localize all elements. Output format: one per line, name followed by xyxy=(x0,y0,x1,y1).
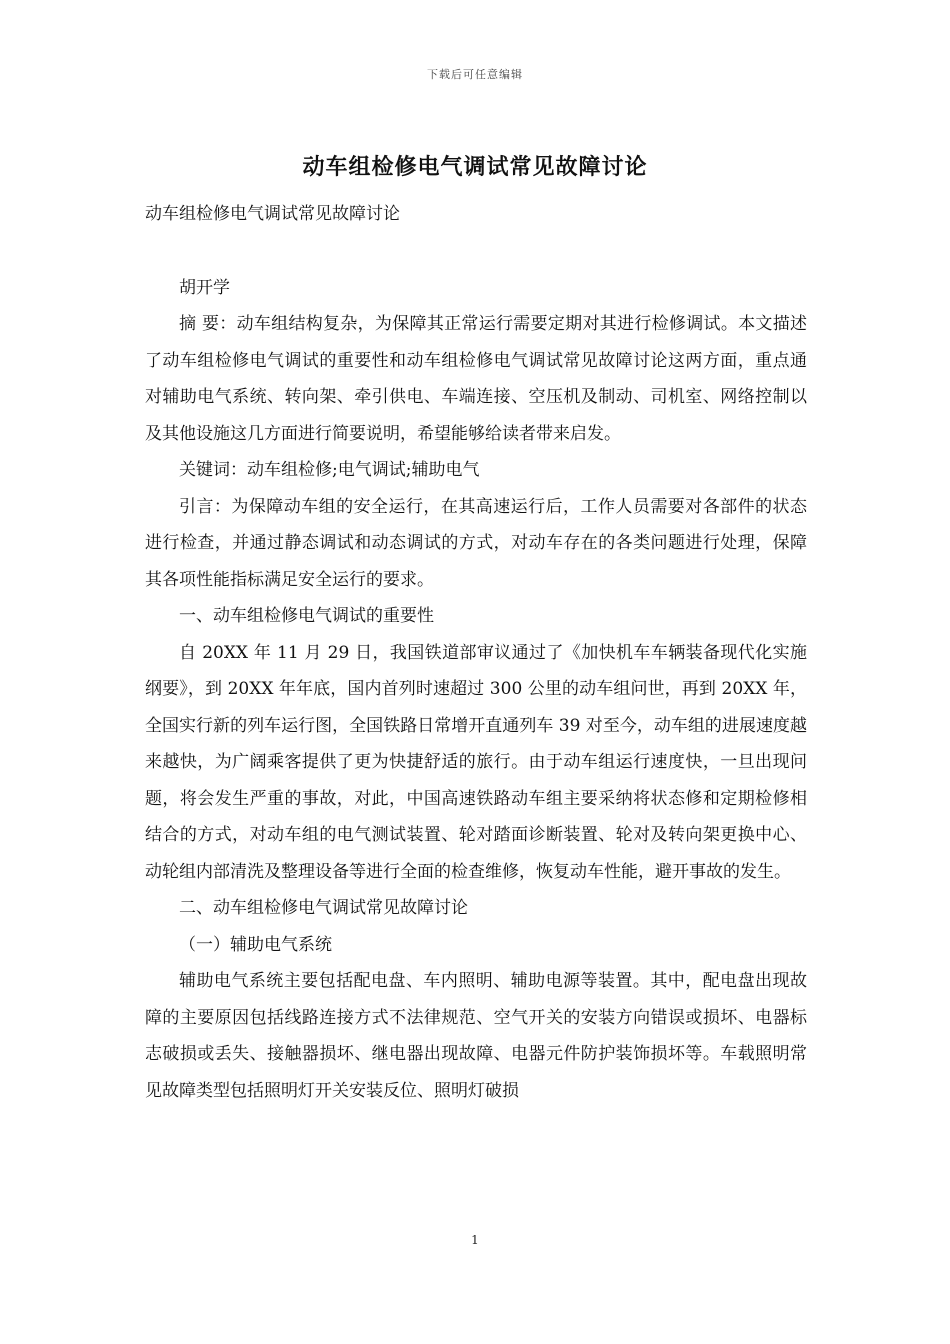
page-number: 1 xyxy=(471,1233,479,1247)
subsection1-paragraph: 辅助电气系统主要包括配电盘、车内照明、辅助电源等装置。其中，配电盘出现故障的主要原因包括线路连接方式不法律规范、空气开关的安装方向错误或损坏、电器标志破损或丢失、接触器损坏、继电器出现故障、电器元件防护装饰损坏等。车载照明常见故障类型包括照明灯开关安装反位、照明灯破损 xyxy=(145,971,807,1101)
subsection1-heading: （一）辅助电气系统 xyxy=(179,934,332,955)
section2-heading: 二、动车组检修电气调试常见故障讨论 xyxy=(179,898,468,918)
intro-paragraph: 引言：为保障动车组的安全运行，在其高速运行后，工作人员需要对各部件的状态进行检查，并通过静态调试和动态调试的方式，对动车存在的各类问题进行处理，保障其各项性能指标满足安全运行的要求。 xyxy=(145,496,807,590)
document-subtitle: 动车组检修电气调试常见故障讨论 xyxy=(145,204,400,224)
document-body xyxy=(145,196,807,1109)
section1-paragraph: 自 20XX 年 11 月 29 日，我国铁道部审议通过了《加快机车车辆装备现代化实施纲要》，到 20XX 年年底，国内首列时速超过 300 公里的动车组问世，再到 20XX 年，全国实行新的列车运行图，全国铁路日常增开直通列车 39 对至今，动车组的进展速度越来越快，为广阔乘客提供了更为快捷舒适的旅行。由于动车组运行速度快，一旦出现问题，将会发生严重的事故，对此，中国高速铁路动车组主要采纳将状态修和定期检修相结合的方式，对动车组的电气测试装置、轮对踏面诊断装置、轮对及转向架更换中心、动轮组内部清洗及整理设备等进行全面的检查维修，恢复动车性能，避开事故的发生。 xyxy=(145,642,807,882)
header-note: 下载后可任意编辑 xyxy=(427,68,523,81)
section1-heading: 一、动车组检修电气调试的重要性 xyxy=(179,606,434,626)
document-title: 动车组检修电气调试常见故障讨论 xyxy=(302,154,648,180)
author-name: 胡开学 xyxy=(179,277,230,298)
abstract-paragraph: 摘 要：动车组结构复杂，为保障其正常运行需要定期对其进行检修调试。本文描述了动车组检修电气调试的重要性和动车组检修电气调试常见故障讨论这两方面，重点通对辅助电气系统、转向架、牵引供电、车端连接、空压机及制动、司机室、网络控制以及其他设施这几方面进行简要说明，希望能够给读者带来启发。 xyxy=(145,314,807,444)
keywords-paragraph: 关键词：动车组检修;电气调试;辅助电气 xyxy=(179,460,480,480)
